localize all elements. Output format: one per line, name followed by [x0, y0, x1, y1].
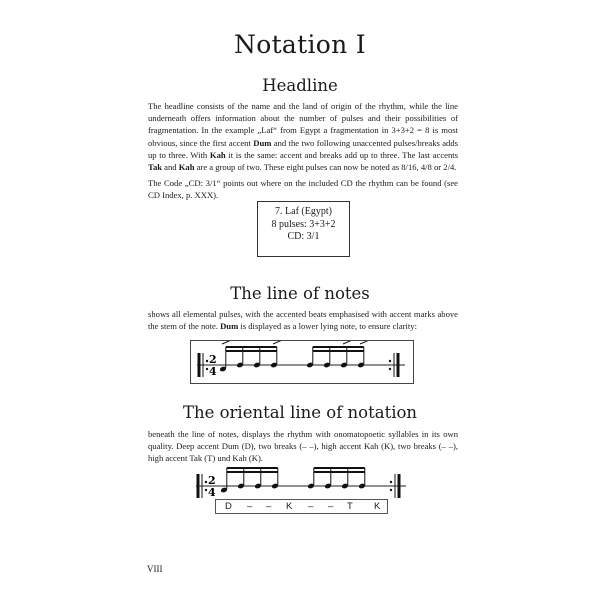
- notation-staff-2: [192, 466, 414, 500]
- syllable-row: [215, 499, 388, 514]
- repeat-dot: [389, 368, 391, 370]
- repeat-dot: [390, 481, 392, 483]
- repeat-dot: [206, 368, 208, 370]
- accent-mark: [343, 341, 350, 344]
- time-signature-top: 2: [209, 353, 217, 366]
- accent-mark: [273, 341, 280, 344]
- headline-paragraph: The headline consists of the name and the land of origin of the rhythm, while the line underneath offers information about the number of pulses and their possibilities of fragmentation. In the example „Laf“ from Egypt a fragmentation in 3+3+2 = 8 is most obvious, since the first accent Dum and the two following unaccented pulses/breaks adds up to three. With Kah it is the same: accent and breaks add up to three. The last accents Tak and Kah are a group of two. These eight pulses can now be noted as 8/16, 4/8 or 2/4.: [148, 101, 458, 173]
- notation-example-box: [190, 340, 414, 384]
- page-title: Notation I: [234, 30, 366, 59]
- oriental-line-heading: The oriental line of notation: [182, 403, 418, 422]
- page-number: VIII: [147, 564, 163, 574]
- rhythm-cd: CD: 3/1: [287, 231, 320, 242]
- repeat-dot: [205, 481, 207, 483]
- rhythm-name: 7. Laf (Egypt): [275, 206, 332, 217]
- time-signature-bottom: 4: [208, 486, 216, 499]
- repeat-dot: [389, 360, 391, 362]
- syllable: –: [308, 501, 314, 512]
- time-signature-bottom: 4: [209, 365, 217, 378]
- syllable: –: [266, 501, 272, 512]
- accent-mark: [222, 341, 229, 344]
- repeat-dot: [206, 360, 208, 362]
- headline-heading: Headline: [262, 76, 338, 95]
- syllable: D: [225, 501, 232, 512]
- syllable: –: [328, 501, 334, 512]
- oriental-line-paragraph: beneath the line of notes, displays the rhythm with onomatopoetic syllables in its own quality. Deep accent Dum (D), two breaks (– –), high accent Kah (K), two breaks (– –), high accent Tak (T) und Kah (K).: [148, 429, 458, 464]
- repeat-dot: [205, 489, 207, 491]
- repeat-dot: [390, 489, 392, 491]
- cd-code-paragraph: The Code „CD: 3/1“ points out where on the included CD the rhythm can be found (see CD Index, p. XXX).: [148, 178, 458, 201]
- syllable: K: [374, 501, 381, 512]
- accent-mark: [360, 341, 367, 344]
- syllable: T: [347, 501, 353, 512]
- oriental-notation-example: [192, 466, 414, 500]
- line-of-notes-paragraph: shows all elemental pulses, with the accented beats emphasised with accent marks above the stem of the note. Dum is displayed as a lower lying note, to ensure clarity:: [148, 309, 458, 332]
- notation-staff-1: [191, 341, 413, 383]
- rhythm-info-box: [257, 201, 350, 257]
- syllable: K: [286, 501, 293, 512]
- time-signature-top: 2: [208, 474, 216, 487]
- syllable: –: [247, 501, 253, 512]
- line-of-notes-heading: The line of notes: [230, 284, 370, 303]
- rhythm-pulses: 8 pulses: 3+3+2: [271, 218, 336, 230]
